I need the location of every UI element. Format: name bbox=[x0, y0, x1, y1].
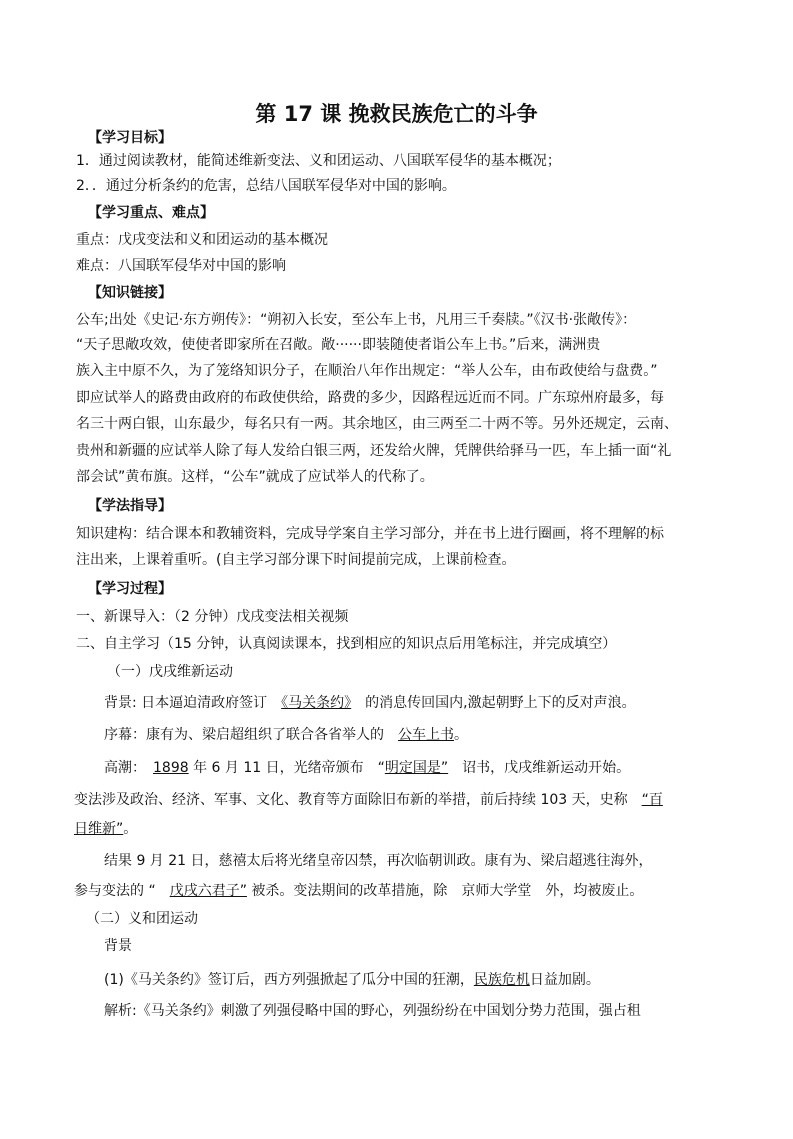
section-heading bbox=[88, 203, 214, 223]
text-segment: 高潮： bbox=[104, 760, 153, 776]
fill-in-answer: “百 bbox=[641, 792, 663, 808]
text-segment: 参与变法的 “ bbox=[74, 883, 170, 899]
text-segment: “天子思敞攻效，使使者即家所在召敞。敞······即装随使者诣公车上书。”后来，满洲贵 bbox=[76, 337, 601, 353]
fill-in-answer: 明定国是” bbox=[384, 760, 449, 776]
text-line bbox=[76, 467, 434, 487]
text-line bbox=[76, 441, 671, 461]
text-segment: 公车;出处《史记·东方朔传》：“朔初入长安，至公车上书，凡用三千奏牍。”《汉书·张敞传》： bbox=[76, 312, 637, 328]
text-line bbox=[104, 936, 132, 956]
text-line bbox=[76, 361, 658, 381]
section-heading bbox=[88, 128, 172, 148]
fill-in-answer: 民族危机 bbox=[473, 972, 530, 988]
fill-in-answer: 公车上书 bbox=[398, 727, 454, 743]
text-line bbox=[76, 634, 616, 654]
text-segment: 序幕：康有为、梁启超组织了联合各省举人的 bbox=[104, 727, 398, 743]
text-line bbox=[107, 662, 233, 682]
text-segment: 年 6 月 11 日，光绪帝颁布 “ bbox=[188, 760, 385, 776]
text-segment: 二、自主学习（15 分钟，认真阅读课本，找到相应的知识点后用笔标注，并完成填空） bbox=[76, 636, 617, 652]
text-segment: 【学习过程】 bbox=[88, 581, 172, 597]
text-segment: (1)《马关条约》签订后，西方列强掀起了瓜分中国的狂潮， bbox=[104, 972, 474, 988]
text-segment: 【知识链接】 bbox=[88, 285, 172, 301]
text-segment: 【学习目标】 bbox=[88, 130, 172, 146]
text-line bbox=[104, 970, 600, 990]
text-segment: 1．通过阅读教材，能简述维新变法、义和团运动、八国联军侵华的基本概况； bbox=[76, 153, 561, 169]
text-line bbox=[76, 388, 664, 408]
text-segment: 被杀。变法期间的改革措施，除 京师大学堂 外，均被废止。 bbox=[246, 883, 644, 899]
text-line bbox=[76, 310, 636, 330]
section-heading bbox=[88, 579, 172, 599]
text-line bbox=[104, 1001, 641, 1021]
text-line bbox=[76, 151, 561, 171]
fill-in-answer: 《马关条约》 bbox=[281, 695, 352, 711]
text-segment: 解析:《马关条约》刺激了列强侵略中国的野心，列强纷纷在中国划分势力范围，强占租 bbox=[104, 1003, 641, 1019]
text-line bbox=[104, 725, 468, 745]
text-line bbox=[76, 176, 456, 196]
text-segment: 结果 9 月 21 日，慈禧太后将光绪皇帝囚禁，再次临朝训政。康有为、梁启超逃往海外， bbox=[104, 853, 653, 869]
page-title: 第 17 课 挽救民族危亡的斗争 bbox=[255, 102, 538, 126]
text-segment: 。 bbox=[123, 821, 138, 837]
text-line bbox=[74, 819, 137, 839]
text-segment: 即应试举人的路费由政府的布政使供给，路费的多少，因路程远近而不同。广东琼州府最多，每 bbox=[76, 390, 664, 406]
text-line bbox=[76, 524, 664, 544]
text-segment: 贵州和新疆的应试举人除了每人发给白银三两，还发给火牌，凭牌供给驿马一匹，车上插一面“礼 bbox=[76, 443, 672, 459]
text-segment: 变法涉及政治、经济、军事、文化、教育等方面除旧布新的举措，前后持续 103 天，史称 bbox=[74, 792, 642, 808]
fill-in-answer: 1898 bbox=[153, 760, 189, 776]
text-segment: 知识建构：结合课本和教辅资料，完成导学案自主学习部分，并在书上进行圈画，将不理解的标 bbox=[76, 526, 664, 542]
section-heading bbox=[88, 283, 172, 303]
fill-in-answer: 戊戌六君子” bbox=[169, 883, 247, 899]
text-segment: 2．．通过分析条约的危害，总结八国联军侵华对中国的影响。 bbox=[76, 178, 456, 194]
text-segment: 【学法指导】 bbox=[88, 498, 172, 514]
text-segment: 族入主中原不久，为了笼络知识分子，在顺治八年作出规定：“举人公车，由布政使给与盘费。” bbox=[76, 363, 658, 379]
text-line bbox=[86, 909, 198, 929]
text-segment: 注出来，上课着重听。(自主学习部分课下时间提前完成，上课前检查。 bbox=[76, 552, 516, 568]
text-segment: 名三十两白银，山东最少，每名只有一两。其余地区，由三两至二十两不等。另外还规定，云南、 bbox=[76, 416, 678, 432]
text-segment: 部会试”黄布旗。这样，“公车”就成了应试举人的代称了。 bbox=[76, 469, 434, 485]
text-line bbox=[76, 335, 600, 355]
text-segment: （二）义和团运动 bbox=[86, 911, 198, 927]
text-segment: （一）戊戌维新运动 bbox=[107, 664, 233, 680]
text-line bbox=[76, 256, 286, 276]
text-segment: 【学习重点、难点】 bbox=[88, 205, 214, 221]
text-segment: 难点：八国联军侵华对中国的影响 bbox=[76, 258, 286, 274]
text-segment: 重点：戊戌变法和义和团运动的基本概况 bbox=[76, 232, 328, 248]
text-line bbox=[104, 758, 630, 778]
fill-in-answer: 日维新” bbox=[74, 821, 124, 837]
text-segment: 日益加剧。 bbox=[529, 972, 600, 988]
text-segment: 背景: 日本逼迫清政府签订 bbox=[104, 695, 282, 711]
text-line bbox=[76, 607, 348, 627]
text-line bbox=[76, 550, 515, 570]
text-segment: 诏书，戊戌维新运动开始。 bbox=[448, 760, 631, 776]
text-segment: 的消息传回国内,激起朝野上下的反对声浪。 bbox=[351, 695, 636, 711]
text-line bbox=[76, 230, 328, 250]
text-line bbox=[76, 414, 678, 434]
text-segment: 一、新课导入：（2 分钟）戊戌变法相关视频 bbox=[76, 609, 349, 625]
text-line bbox=[74, 790, 663, 810]
text-line bbox=[104, 693, 636, 713]
text-line bbox=[74, 881, 643, 901]
text-segment: 。 bbox=[454, 727, 468, 743]
text-segment: 背景 bbox=[104, 938, 132, 954]
section-heading bbox=[88, 496, 172, 516]
text-line bbox=[104, 851, 653, 871]
